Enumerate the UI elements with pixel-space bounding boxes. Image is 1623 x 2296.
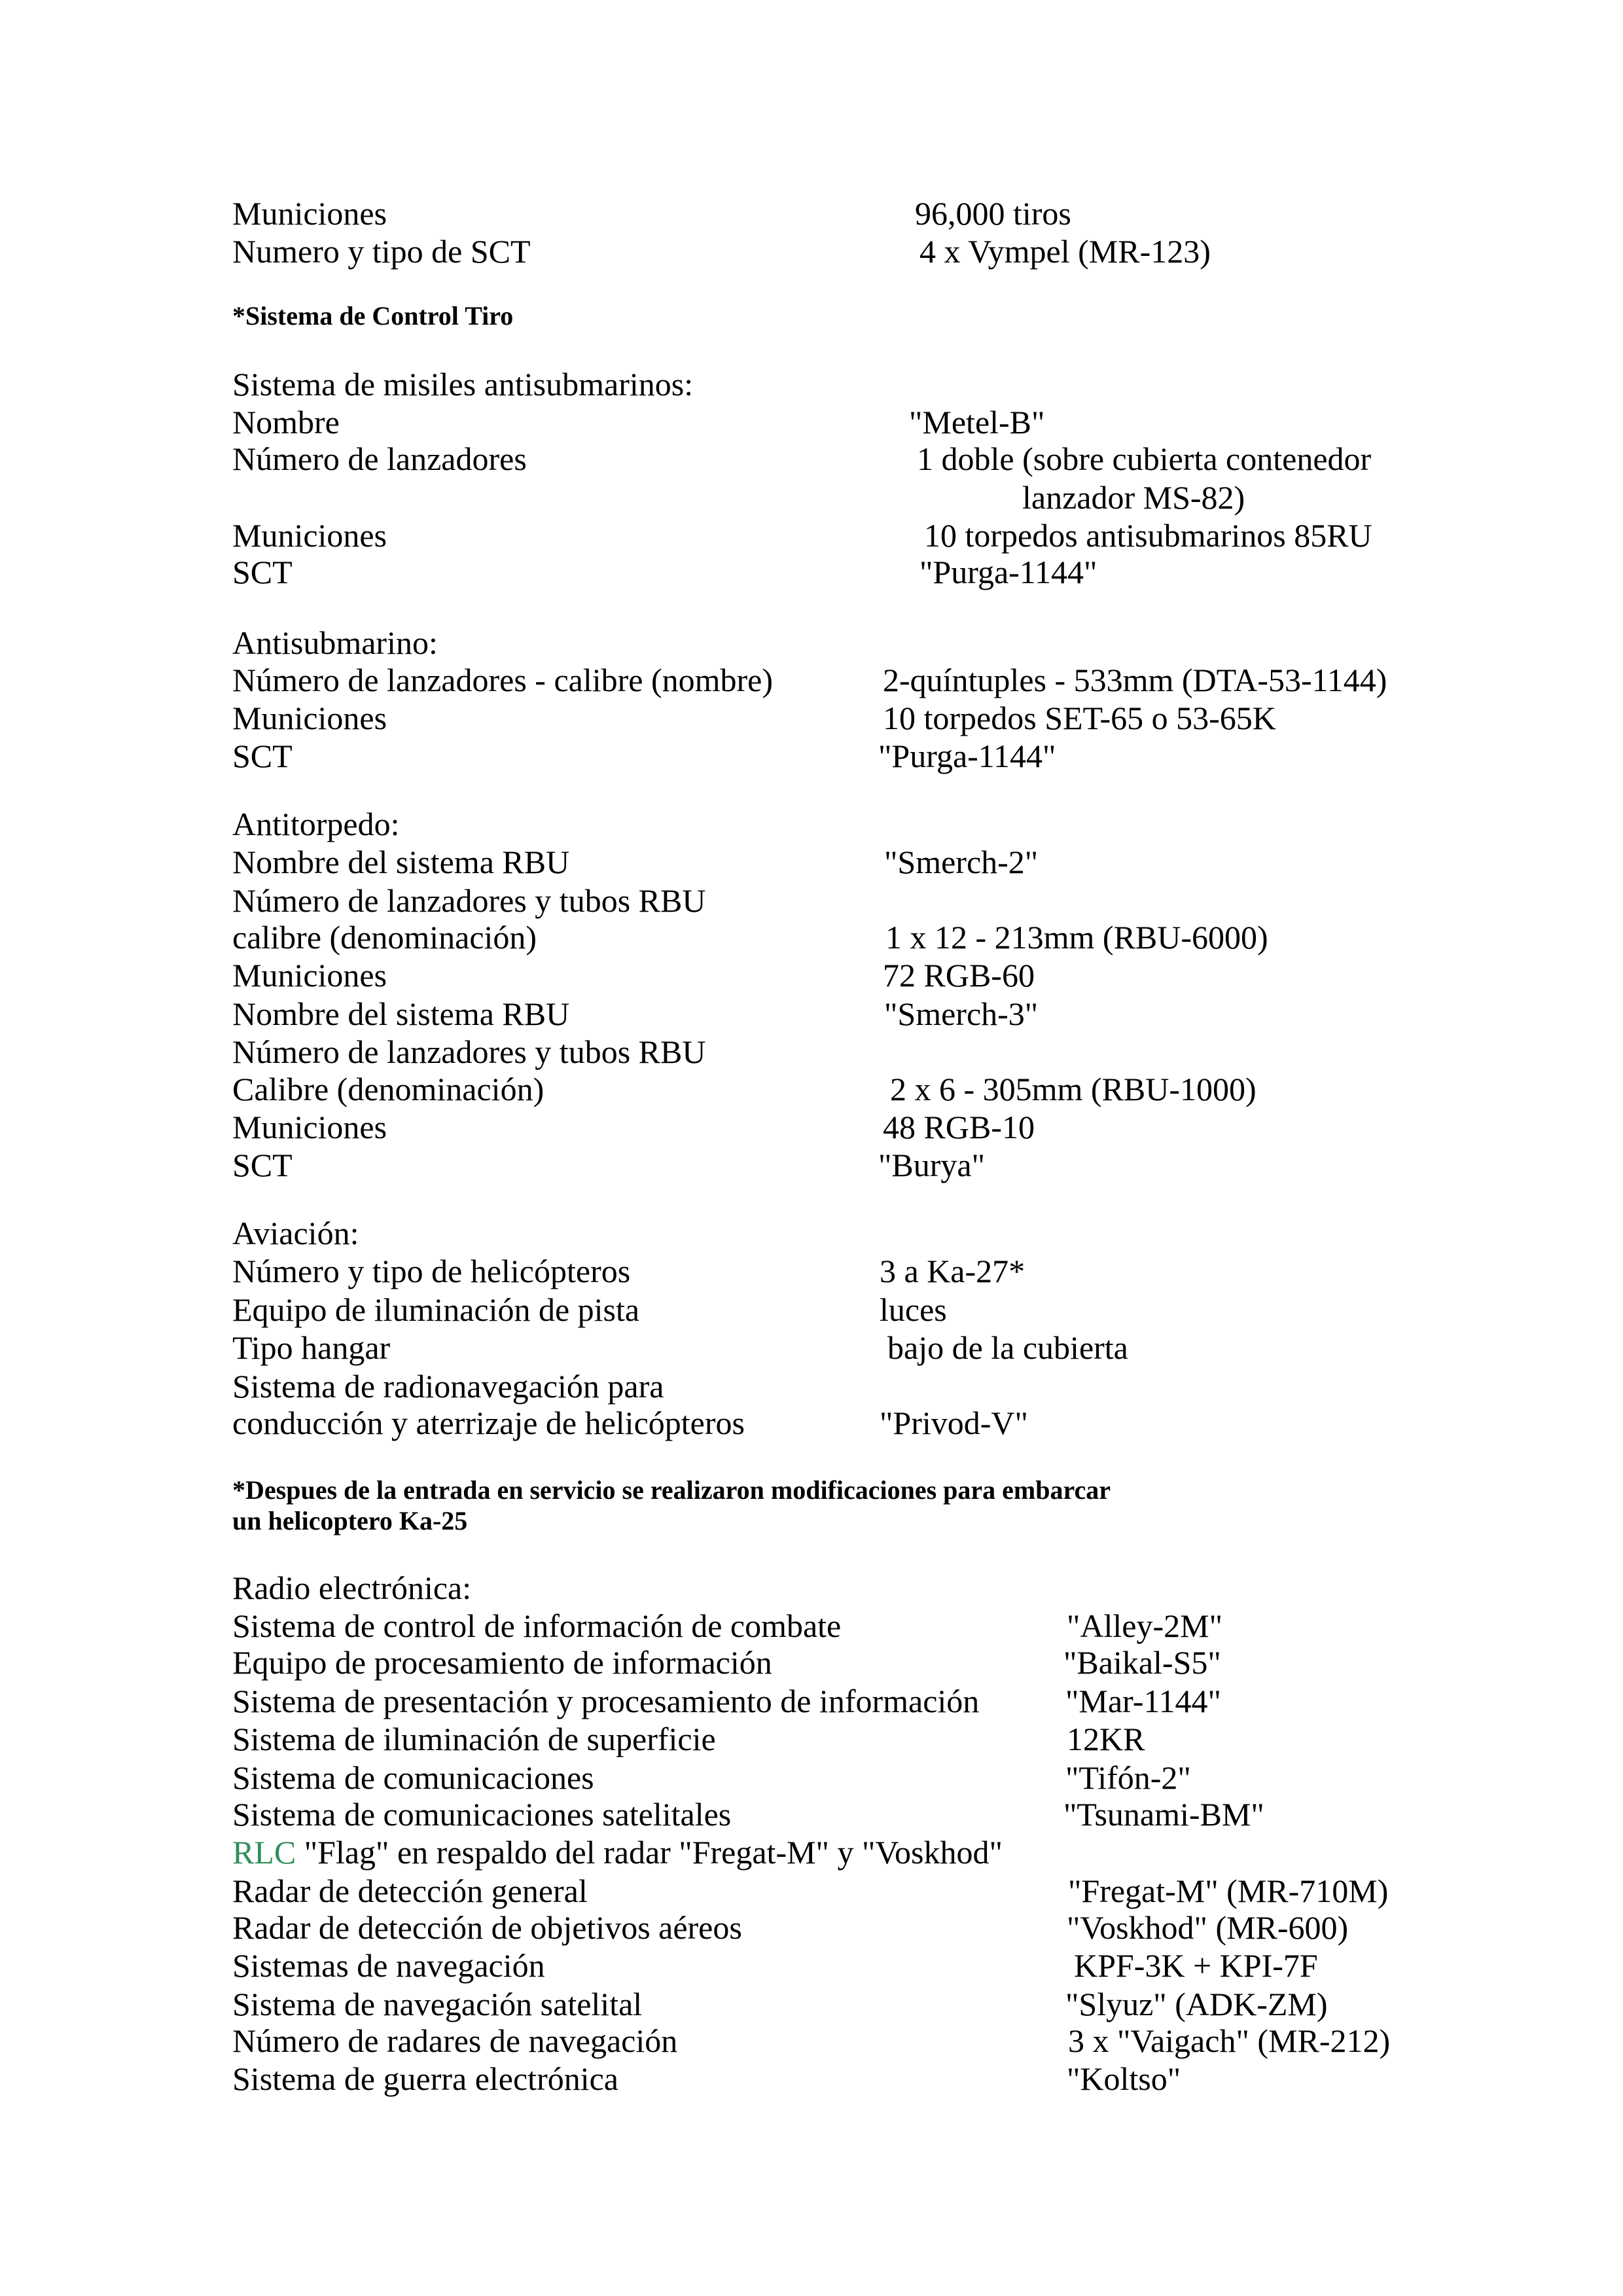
spec-label: [232, 1108, 387, 1146]
spec-label: [232, 440, 527, 478]
section-heading: [232, 1033, 705, 1071]
spec-value: 10 torpedos SET-65 o 53-65K: [883, 700, 1276, 736]
spec-label: [232, 1946, 545, 1984]
label-text: *Sistema de Control Tiro: [232, 301, 514, 331]
spec-value: "Smerch-3": [884, 996, 1039, 1032]
label-text: Aviación:: [232, 1215, 359, 1251]
spec-value: 1 doble (sobre cubierta contenedor: [917, 440, 1372, 477]
spec-value: "Purga-1144": [878, 738, 1056, 774]
section-heading: [232, 1833, 1003, 1871]
spec-value: "Alley-2M": [1067, 1607, 1223, 1644]
label-text: SCT: [232, 1147, 293, 1183]
spec-value: "Purga-1144": [919, 554, 1097, 590]
label-text: Sistemas de navegación: [232, 1947, 545, 1984]
spec-label: [232, 2060, 618, 2098]
spec-label: [232, 1070, 544, 1108]
section-heading: [232, 365, 693, 403]
section-heading: [232, 805, 400, 843]
label-text: Número de lanzadores y tubos RBU: [232, 882, 706, 919]
label-text: Radio electrónica:: [232, 1570, 472, 1606]
label-text: Equipo de procesamiento de información: [232, 1644, 772, 1681]
label-text: Municiones: [232, 195, 387, 232]
spec-value: luces: [880, 1291, 947, 1328]
spec-label: [232, 1607, 841, 1645]
label-text: Equipo de iluminación de pista: [232, 1291, 640, 1328]
spec-label: [232, 995, 569, 1033]
label-text: Sistema de comunicaciones satelitales: [232, 1796, 732, 1833]
spec-value: "Tsunami-BM": [1063, 1796, 1264, 1833]
spec-label: [232, 232, 531, 270]
spec-value: "Metel-B": [909, 404, 1045, 440]
rlc-prefix: RLC: [232, 1834, 296, 1871]
label-text: Nombre del sistema RBU: [232, 996, 570, 1032]
label-text: Municiones: [232, 517, 387, 554]
label-text: Radar de detección de objetivos aéreos: [232, 1909, 742, 1946]
spec-label: [232, 194, 387, 232]
spec-label: [232, 737, 293, 775]
section-heading: [232, 1367, 664, 1405]
label-text: Radar de detección general: [232, 1873, 588, 1909]
label-text: "Flag" en respaldo del radar "Fregat-M" y "Voskhod": [296, 1834, 1003, 1871]
spec-label: [232, 1643, 772, 1681]
spec-label: [232, 956, 387, 994]
spec-label: [232, 2022, 677, 2060]
spec-value: "Smerch-2": [884, 844, 1039, 880]
footnote-line: [232, 1505, 467, 1537]
spec-value: 10 torpedos antisubmarinos 85RU: [924, 517, 1372, 554]
label-text: SCT: [232, 554, 293, 590]
spec-value: bajo de la cubierta: [887, 1329, 1128, 1366]
spec-value: "Mar-1144": [1065, 1683, 1221, 1719]
spec-label: [232, 1252, 630, 1290]
spec-label: [232, 1329, 390, 1367]
spec-value: "Slyuz" (ADK-ZM): [1065, 1986, 1328, 2022]
label-text: conducción y aterrizaje de helicópteros: [232, 1405, 745, 1441]
label-text: Numero y tipo de SCT: [232, 233, 531, 270]
spec-value: 48 RGB-10: [883, 1109, 1035, 1145]
label-text: Sistema de presentación y procesamiento de información: [232, 1683, 980, 1719]
spec-value: 3 a Ka-27*: [880, 1253, 1026, 1289]
section-heading: [232, 1569, 471, 1607]
spec-value: 72 RGB-60: [883, 957, 1035, 994]
spec-label: [232, 1146, 293, 1184]
spec-label: [232, 1682, 979, 1720]
spec-value: "Burya": [878, 1147, 986, 1183]
label-text: Tipo hangar: [232, 1329, 391, 1366]
label-text: Número de radares de navegación: [232, 2022, 678, 2059]
label-text: Sistema de comunicaciones: [232, 1759, 594, 1796]
spec-value: 4 x Vympel (MR-123): [919, 233, 1211, 270]
label-text: Municiones: [232, 957, 387, 994]
spec-label: [232, 699, 387, 737]
label-text: Nombre: [232, 404, 340, 440]
label-text: Antitorpedo:: [232, 806, 400, 842]
spec-value: 2-quíntuples - 533mm (DTA-53-1144): [883, 662, 1387, 698]
spec-value: KPF-3K + KPI-7F: [1074, 1947, 1318, 1984]
spec-label: [232, 1872, 588, 1910]
spec-value: lanzador MS-82): [1022, 479, 1245, 516]
section-heading: [232, 882, 705, 920]
spec-value: "Voskhod" (MR-600): [1067, 1909, 1349, 1946]
label-text: *Despues de la entrada en servicio se realizaron modificaciones para embarcar: [232, 1475, 1111, 1505]
spec-label: [232, 403, 340, 441]
spec-label: [232, 553, 293, 591]
label-text: Sistema de control de información de combate: [232, 1607, 842, 1644]
footnote-line: [232, 1475, 1111, 1506]
label-text: Sistema de iluminación de superficie: [232, 1721, 716, 1757]
spec-label: [232, 918, 537, 956]
label-text: Número y tipo de helicópteros: [232, 1253, 631, 1289]
spec-value: 2 x 6 - 305mm (RBU-1000): [890, 1071, 1257, 1107]
label-text: Municiones: [232, 1109, 387, 1145]
spec-label: [232, 516, 387, 554]
label-text: un helicoptero Ka-25: [232, 1506, 468, 1535]
spec-label: [232, 1795, 731, 1833]
spec-value: "Fregat-M" (MR-710M): [1068, 1873, 1389, 1909]
spec-value: 96,000 tiros: [915, 195, 1071, 232]
label-text: Sistema de navegación satelital: [232, 1986, 643, 2022]
label-text: Nombre del sistema RBU: [232, 844, 570, 880]
spec-label: [232, 1720, 716, 1758]
section-heading: [232, 624, 438, 662]
spec-label: [232, 1404, 745, 1442]
label-text: Municiones: [232, 700, 387, 736]
spec-label: [232, 661, 773, 699]
spec-label: [232, 843, 569, 881]
label-text: calibre (denominación): [232, 919, 537, 956]
spec-label: [232, 1759, 594, 1797]
spec-label: [232, 1291, 639, 1329]
spec-value: "Baikal-S5": [1063, 1644, 1221, 1681]
spec-value: 12KR: [1067, 1721, 1145, 1757]
label-text: Número de lanzadores: [232, 440, 527, 477]
spec-value: "Privod-V": [880, 1405, 1028, 1441]
label-text: Calibre (denominación): [232, 1071, 544, 1107]
label-text: Sistema de radionavegación para: [232, 1368, 664, 1405]
footnote-line: [232, 300, 513, 332]
label-text: SCT: [232, 738, 293, 774]
label-text: Sistema de guerra electrónica: [232, 2060, 618, 2097]
label-text: Número de lanzadores - calibre (nombre): [232, 662, 774, 698]
spec-value: 3 x "Vaigach" (MR-212): [1068, 2022, 1391, 2059]
label-text: Número de lanzadores y tubos RBU: [232, 1033, 706, 1070]
spec-label: [232, 1985, 642, 2023]
spec-value: "Koltso": [1067, 2060, 1181, 2097]
section-heading: [232, 1214, 359, 1252]
label-text: Antisubmarino:: [232, 624, 438, 661]
spec-value: 1 x 12 - 213mm (RBU-6000): [885, 919, 1268, 956]
spec-label: [232, 1909, 742, 1946]
spec-value: "Tifón-2": [1065, 1759, 1191, 1796]
label-text: Sistema de misiles antisubmarinos:: [232, 366, 694, 403]
